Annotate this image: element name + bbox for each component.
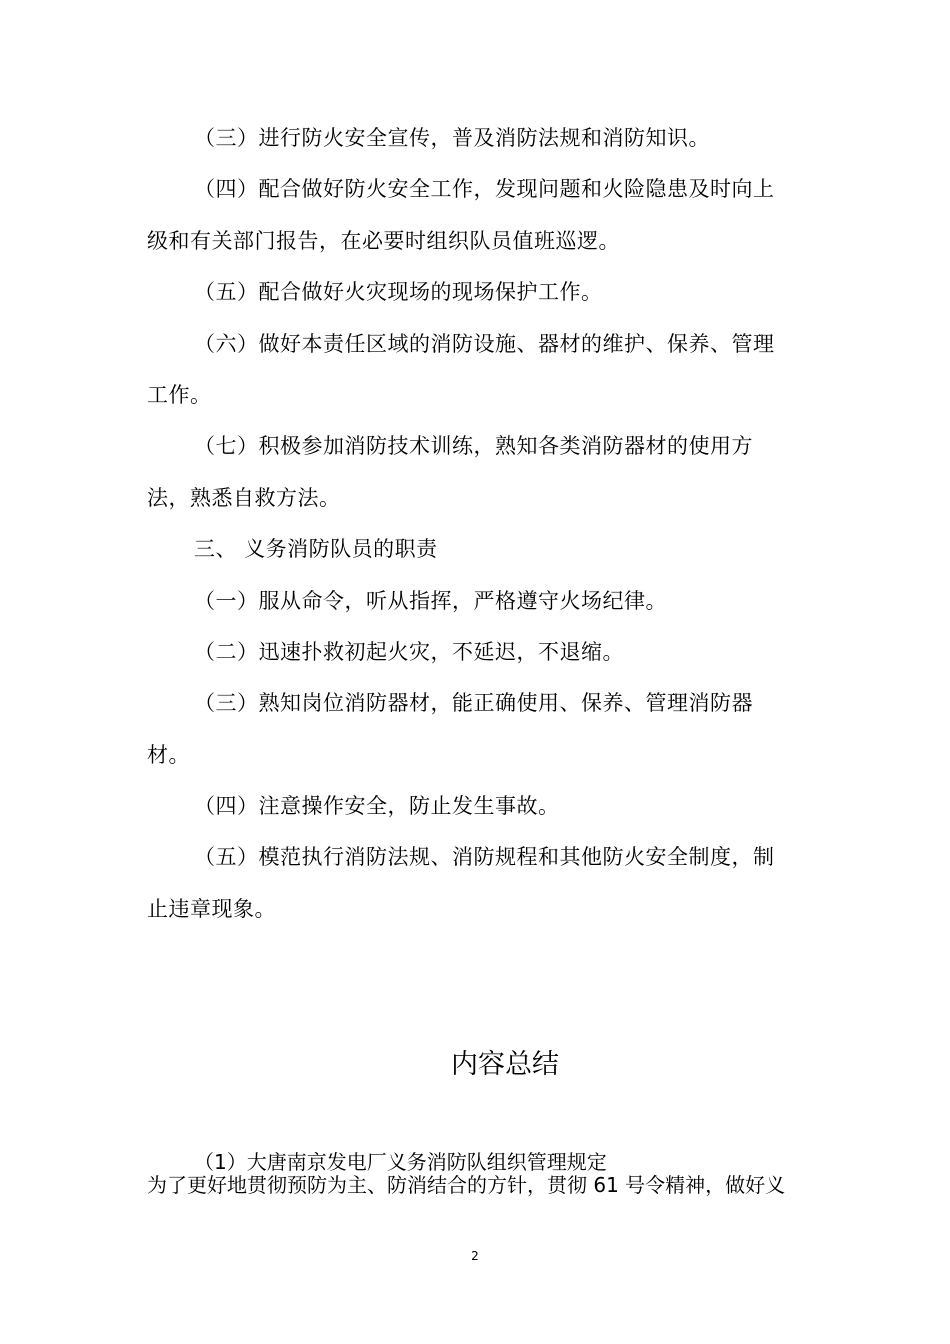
paragraph-line: 止违章现象。 bbox=[147, 897, 276, 921]
paragraph-line: （四）注意操作安全，防止发生事故。 bbox=[194, 794, 560, 818]
paragraph-line: 工作。 bbox=[147, 383, 212, 407]
summary-line: 为了更好地贯彻预防为主、防消结合的方针，贯彻 61 号令精神，做好义 bbox=[147, 1173, 786, 1197]
section-heading: 三、 义务消防队员的职责 bbox=[194, 537, 438, 561]
paragraph-line: （五）配合做好火灾现场的现场保护工作。 bbox=[194, 280, 603, 304]
paragraph-line: 法，熟悉自救方法。 bbox=[147, 486, 341, 510]
paragraph-line: （二）迅速扑救初起火灾，不延迟，不退缩。 bbox=[194, 640, 624, 664]
summary-title: 内容总结 bbox=[451, 1049, 559, 1080]
paragraph-line: 级和有关部门报告，在必要时组织队员值班巡逻。 bbox=[147, 229, 620, 253]
page-number: 2 bbox=[471, 1249, 479, 1263]
paragraph-line: （三）熟知岗位消防器材，能正确使用、保养、管理消防器 bbox=[194, 691, 753, 715]
paragraph-line: （四）配合做好防火安全工作，发现问题和火险隐患及时向上 bbox=[194, 177, 775, 201]
paragraph-line: （五）模范执行消防法规、消防规程和其他防火安全制度，制 bbox=[194, 845, 775, 869]
summary-line: （1）大唐南京发电厂义务消防队组织管理规定 bbox=[194, 1150, 607, 1174]
paragraph-line: 材。 bbox=[147, 743, 190, 767]
paragraph-line: （一）服从命令，听从指挥，严格遵守火场纪律。 bbox=[194, 589, 667, 613]
paragraph-line: （七）积极参加消防技术训练，熟知各类消防器材的使用方 bbox=[194, 434, 753, 458]
paragraph-line: （三）进行防火安全宣传，普及消防法规和消防知识。 bbox=[194, 126, 710, 150]
paragraph-line: （六）做好本责任区域的消防设施、器材的维护、保养、管理 bbox=[194, 332, 775, 356]
